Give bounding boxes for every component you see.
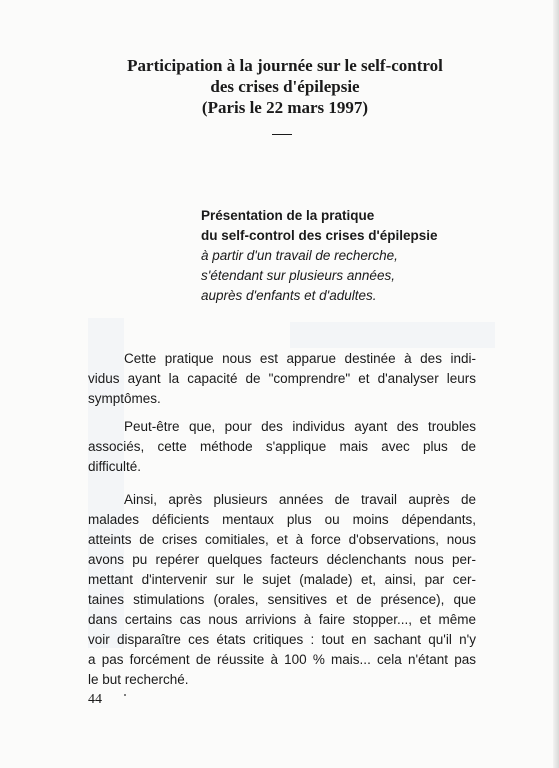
page-number: 44 [88,692,102,707]
paragraph-line: difficulté. [88,459,142,474]
paragraph-line: malades déficients mentaux plus ou moins dépendants, [88,512,476,527]
paragraph-line: le but recherché. [88,672,189,687]
intro-block [201,206,501,306]
page-title [60,55,510,118]
show-through-right [290,322,495,348]
paragraph-line: mettant d'intervenir sur le sujet (malade) et, ainsi, par cer- [88,572,476,587]
paragraph-line: atteints de crises comitiales, et à force d'observations, nous [88,532,476,547]
title-separator [272,134,292,135]
intro-italic-3: auprès d'enfants et d'adultes. [201,288,377,303]
paragraph-line: avons pu repérer quelques facteurs déclenchants nous per- [88,552,476,567]
title-line-1: Participation à la journée sur le self-control [127,56,443,75]
title-line-3: (Paris le 22 mars 1997) [201,98,369,117]
intro-italic-2: s'étendant sur plusieurs années, [201,268,395,283]
paragraph-line: Cette pratique nous est apparue destinée à des indi- [124,351,476,366]
paragraph-line: taines stimulations (orales, sensitives et de présence), que [88,592,476,607]
paragraph-line: vidus ayant la capacité de "comprendre" et d'analyser leurs [88,371,476,386]
scan-speck [124,694,126,696]
paragraph-line: voir disparaître ces états critiques : tout en sachant qu'il n'y [88,632,476,647]
paragraph-line: Ainsi, après plusieurs années de travail auprès de [124,492,476,507]
paragraph-1 [88,349,476,409]
paragraph-2 [88,417,476,477]
paragraph-3 [88,490,476,690]
title-line-2: des crises d'épilepsie [210,77,360,96]
intro-bold-2: du self-control des crises d'épilepsie [201,228,438,243]
intro-italic-1: à partir d'un travail de recherche, [201,248,398,263]
page-edge [553,0,559,768]
paragraph-line: Peut-être que, pour des individus ayant des troubles [124,419,476,434]
intro-bold-1: Présentation de la pratique [201,208,375,223]
paragraph-line: symptômes. [88,391,161,406]
paragraph-line: associés, cette méthode s'applique mais avec plus de [88,439,476,454]
paragraph-line: a pas forcément de réussite à 100 % mais... cela n'étant pas [88,652,476,667]
paragraph-line: dans certains cas nous arrivions à faire stopper..., et même [88,612,476,627]
